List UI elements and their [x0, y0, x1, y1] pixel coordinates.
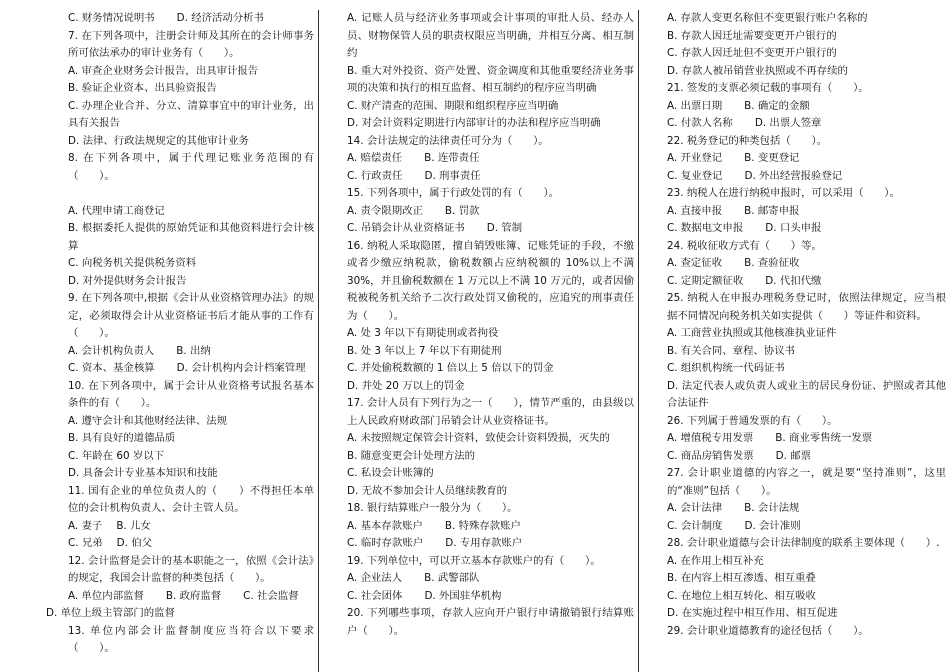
option: B. 变更登记 [744, 152, 800, 164]
option: B. 查验征收 [744, 257, 800, 269]
option: A. 会计机构负责人 [68, 344, 155, 357]
question-14: 14. 会计法规定的法律责任可分为（ ）。 [347, 134, 549, 147]
question-13: 13. 单位内部会计监督制度应当符合以下要求（ ）。 [68, 624, 314, 654]
option: C. 临时存款账户 [347, 537, 424, 549]
option-row [325, 150, 634, 168]
question-7: 7. 在下列各项中，注册会计师及其所在的会计师事务所可依法承办的审计业务有（ ）。 [68, 29, 314, 59]
option: B. 处 3 年以上 7 年以下有期徒刑 [347, 344, 502, 357]
option: C. 在地位上相互转化、相互吸收 [667, 589, 816, 602]
option-row [645, 448, 946, 466]
option: B. 罚款 [444, 204, 480, 217]
option: A. 查定征收 [667, 257, 723, 269]
option: B. 验证企业资本、出具验资报告 [68, 82, 217, 94]
option: D. 存款人被吊销营业执照或不再存续的 [667, 64, 848, 77]
question-20: 20. 下列哪些事项，存款人应向开户银行申请撤销银行结算账户（ ）。 [347, 607, 634, 637]
option: D. 法律、行政法规规定的其他审计业务 [68, 134, 249, 147]
option-row [46, 10, 314, 28]
option: A. 直接申报 [667, 204, 723, 217]
option: A. 赔偿责任 [347, 152, 403, 164]
option: D. 单位上级主管部门的监督 [46, 607, 175, 619]
question-18: 18. 银行结算账户一般分为（ ）。 [347, 502, 518, 514]
option: C. 数据电文申报 [667, 222, 744, 234]
option-row [325, 518, 634, 536]
option: A. 遵守会计和其他财经法律、法规 [68, 414, 227, 427]
option: B. 商业零售统一发票 [775, 432, 873, 444]
option-row [46, 343, 314, 361]
option-row [645, 98, 946, 116]
option: B. 在内容上相互渗透、相互重叠 [667, 572, 816, 584]
option: A. 责令限期改正 [347, 204, 423, 217]
option: A. 代理申请工商登记 [68, 204, 165, 217]
option: C. 财务情况说明书 [68, 12, 155, 24]
option: A. 在作用上相互补充 [667, 554, 764, 567]
option: D. 会计准则 [744, 519, 801, 532]
option: D. 具备会计专业基本知识和技能 [68, 467, 218, 479]
question-22: 22. 税务登记的种类包括（ ）。 [667, 134, 828, 147]
option: C. 私设会计账簿的 [347, 467, 434, 479]
option: B. 连带责任 [424, 152, 480, 164]
option: A. 出票日期 [667, 99, 723, 112]
option: C. 并处偷税数额的 1 倍以上 5 倍以下的罚金 [347, 362, 554, 374]
option-row [645, 500, 946, 518]
question-17: 17. 会计人员有下列行为之一（ ），情节严重的，由县级以上人民政府财政部门吊销会计从业资格证书。 [347, 397, 634, 427]
option-row [46, 535, 314, 553]
option-row [325, 203, 634, 221]
option-row [645, 430, 946, 448]
question-10: 10. 在下列各项中，属于会计从业资格考试报名基本条件的有（ ）。 [68, 379, 314, 409]
option: D. 口头申报 [765, 222, 822, 234]
option-row [325, 588, 634, 606]
option: D. 刑事责任 [424, 169, 481, 182]
option-row [46, 588, 314, 606]
option: D. 外出经营报验登记 [744, 169, 843, 182]
option: D. 并处 20 万以上的罚金 [347, 379, 465, 392]
question-28: 28. 会计职业道德与会计法律制度的联系主要体现（ ）. [667, 537, 940, 549]
option: D. 经济活动分析书 [176, 12, 264, 24]
option: D. 专用存款账户 [445, 537, 523, 549]
column-1 [0, 10, 318, 672]
option: C. 资本、基金核算 [68, 362, 155, 374]
option: D. 伯父 [116, 537, 153, 549]
option: D. 会计机构内会计档案管理 [176, 362, 306, 374]
question-25: 25. 纳税人在申报办理税务登记时，依照法律规定，应当根据不同情况向税务机关如实提供（ ）等证件和资料。 [667, 292, 946, 322]
option: B. 会计法规 [744, 502, 800, 514]
option: B. 确定的金额 [744, 99, 810, 112]
option-row [325, 570, 634, 588]
option: C. 存款人因迁址但不变更开户银行的 [667, 47, 837, 59]
option: D. 对会计资料定期进行内部审计的办法和程序应当明确 [347, 117, 601, 129]
option-row [645, 220, 946, 238]
option: C. 组织机构统一代码证书 [667, 362, 785, 374]
option: B. 特殊存款账户 [444, 519, 521, 532]
question-21: 21. 签发的支票必须记载的事项有（ ）。 [667, 82, 869, 94]
option: B. 重大对外投资、资产处置、资金调度和其他重要经济业务事项的决策和执行的相互监督、相互制约的程序应当明确 [347, 64, 634, 94]
option: C. 复业登记 [667, 169, 723, 182]
option: A. 妻子 [68, 519, 103, 532]
option: B. 儿女 [116, 519, 151, 532]
option: A. 存款人变更名称但不变更银行账户名称的 [667, 12, 868, 24]
option: A. 记账人员与经济业务事项或会计事项的审批人员、经办人员、财物保管人员的职责权限应当明确，并相互分离、相互制约 [347, 12, 634, 59]
option: D. 法定代表人或负责人或业主的居民身份证、护照或者其他合法证件 [667, 379, 946, 409]
option: A. 未按照规定保管会计资料，致使会计资料毁损，灭失的 [347, 432, 610, 444]
option: B. 具有良好的道德品质 [68, 432, 176, 444]
option: D. 代扣代缴 [765, 274, 822, 287]
option: D. 在实施过程中相互作用、相互促进 [667, 607, 838, 619]
option: B. 根据委托人提供的原始凭证和其他资料进行会计核算 [68, 222, 314, 252]
option-row [645, 150, 946, 168]
option: A. 增值税专用发票 [667, 432, 754, 444]
option: D. 无故不参加会计人员继续教育的 [347, 484, 508, 497]
option: D. 对外提供财务会计报告 [68, 274, 187, 287]
option: A. 企业法人 [347, 572, 403, 584]
option: D. 邮票 [775, 449, 811, 462]
option-row [645, 168, 946, 186]
option: A. 会计法律 [667, 502, 723, 514]
option-row [645, 203, 946, 221]
question-11: 11. 国有企业的单位负责人的（ ）不得担任本单位的会计机构负责人、会计主管人员。 [68, 484, 314, 514]
question-29: 29. 会计职业道德教育的途径包括（ ）。 [667, 624, 869, 637]
question-27: 27. 会计职业道德的内容之一，就是要“坚持准则”，这里的“准则”包括（ ）。 [667, 467, 946, 497]
question-24: 24. 税收征收方式有（ ）等。 [667, 239, 822, 252]
option: C. 年龄在 60 岁以下 [68, 449, 165, 462]
question-16: 16. 纳税人采取隐匿，擅自销毁账簿、记账凭证的手段，不缴或者少缴应纳税款，偷税数额占应纳税额的 10%以上不满 30%，并且偷税数额在 1 万元以上不满 10 万元的，或者因偷税被税务机关给予二次行政处罚又偷税的，应追究的刑事责任为（ ）。 [347, 239, 634, 322]
option: C. 行政责任 [347, 169, 403, 182]
option-row [46, 360, 314, 378]
option: A. 开业登记 [667, 152, 723, 164]
column-3 [638, 10, 950, 672]
question-9: 9. 在下列各项中,根据《会计从业资格管理办法》的规定，必须取得会计从业资格证书后才能从事的工作有（ ）。 [68, 292, 314, 339]
option: C. 财产清查的范围、期限和组织程序应当明确 [347, 99, 559, 112]
option: B. 存款人因迁址需要变更开户银行的 [667, 29, 837, 42]
option: D. 出票人签章 [754, 117, 822, 129]
option: C. 社会监督 [243, 589, 299, 602]
option: C. 会计制度 [667, 519, 723, 532]
question-8: 8. 在下列各项中，属于代理记账业务范围的有（ ）。 [68, 152, 314, 182]
option: C. 定期定额征收 [667, 274, 744, 287]
option: C. 吊销会计从业资格证书 [347, 222, 465, 234]
option-row [645, 518, 946, 536]
option: D. 外国驻华机构 [424, 589, 502, 602]
option: A. 处 3 年以下有期徒刑或者拘役 [347, 327, 499, 339]
option: A. 基本存款账户 [347, 519, 423, 532]
option-row [325, 168, 634, 186]
option-row [645, 273, 946, 291]
option: C. 社会团体 [347, 589, 403, 602]
option: C. 付款人名称 [667, 117, 733, 129]
option: C. 商品房销售发票 [667, 449, 754, 462]
option: A. 单位内部监督 [68, 589, 144, 602]
option: C. 兄弟 [68, 537, 103, 549]
option-row [325, 220, 634, 238]
option-row [645, 115, 946, 133]
option: A. 工商营业执照或其他核准执业证件 [667, 327, 837, 339]
question-12: 12. 会计监督是会计的基本职能之一，依照《会计法》的规定，我国会计监督的种类包括（ ）。 [68, 554, 314, 584]
question-23: 23. 纳税人在进行纳税申报时，可以采用（ ）。 [667, 187, 900, 199]
option-row [46, 518, 314, 536]
option: B. 有关合同、章程、协议书 [667, 344, 796, 357]
question-19: 19. 下列单位中，可以开立基本存款账户的有（ ）。 [347, 554, 601, 567]
option: B. 邮寄申报 [744, 204, 800, 217]
option-row [645, 255, 946, 273]
column-2 [318, 10, 638, 672]
blank-line [46, 185, 314, 203]
option: B. 政府监督 [165, 589, 222, 602]
question-15: 15. 下列各项中，属于行政处罚的有（ ）。 [347, 187, 560, 199]
option: B. 武警部队 [424, 572, 480, 584]
option: B. 出纳 [176, 344, 211, 357]
option: C. 办理企业合并、分立、清算事宜中的审计业务，出具有关报告 [68, 99, 314, 129]
option: D. 管制 [486, 222, 523, 234]
option: B. 随意变更会计处理方法的 [347, 449, 476, 462]
option-row [325, 535, 634, 553]
option: A. 审查企业财务会计报告，出具审计报告 [68, 64, 259, 77]
option: C. 向税务机关提供税务资料 [68, 257, 197, 269]
question-26: 26. 下列属于普通发票的有（ ）。 [667, 414, 838, 427]
